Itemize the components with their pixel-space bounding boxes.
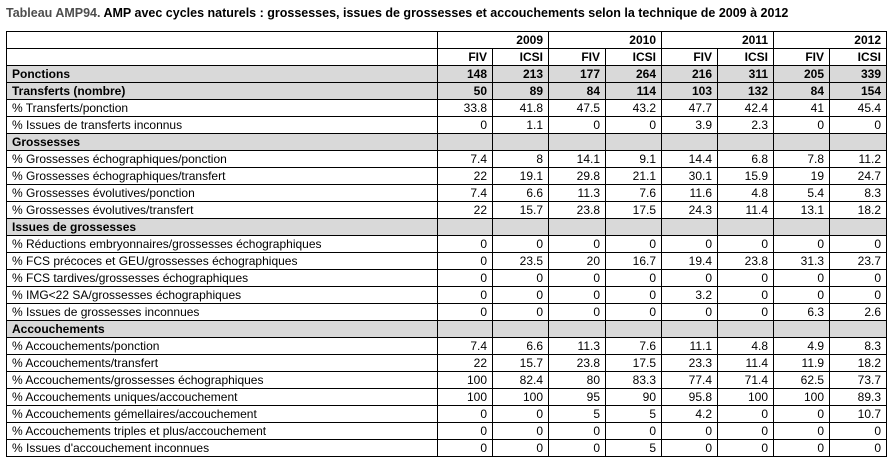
table-cell: 0 bbox=[718, 236, 774, 253]
table-cell: 8 bbox=[493, 151, 549, 168]
table-cell: 0 bbox=[606, 270, 662, 287]
table-cell: 84 bbox=[549, 83, 606, 100]
section-row bbox=[7, 321, 887, 338]
table-cell: 11.2 bbox=[830, 151, 887, 168]
table-row bbox=[7, 287, 887, 304]
table-cell: 89 bbox=[493, 83, 549, 100]
table-cell: 0 bbox=[493, 270, 549, 287]
table-cell: 9.1 bbox=[606, 151, 662, 168]
row-label: Accouchements bbox=[7, 321, 438, 338]
table-cell: 7.4 bbox=[438, 338, 493, 355]
year-header: 2009 bbox=[438, 32, 549, 49]
table-cell: 18.2 bbox=[830, 355, 887, 372]
table-cell bbox=[774, 219, 830, 236]
table-row bbox=[7, 406, 887, 423]
table-row bbox=[7, 151, 887, 168]
data-table bbox=[6, 31, 887, 457]
table-cell: 0 bbox=[549, 117, 606, 134]
table-cell: 24.7 bbox=[830, 168, 887, 185]
table-cell: 84 bbox=[774, 83, 830, 100]
table-cell: 0 bbox=[830, 117, 887, 134]
table-cell: 6.6 bbox=[493, 338, 549, 355]
table-cell: 0 bbox=[774, 440, 830, 457]
table-cell: 11.4 bbox=[718, 202, 774, 219]
table-cell: 4.8 bbox=[718, 185, 774, 202]
row-label: % Accouchements/transfert bbox=[7, 355, 438, 372]
table-cell: 0 bbox=[718, 287, 774, 304]
row-label: Grossesses bbox=[7, 134, 438, 151]
table-cell: 5.4 bbox=[774, 185, 830, 202]
table-cell: 95.8 bbox=[662, 389, 718, 406]
table-cell: 114 bbox=[606, 83, 662, 100]
table-cell bbox=[662, 219, 718, 236]
table-cell: 0 bbox=[493, 236, 549, 253]
technique-header: ICSI bbox=[493, 49, 549, 66]
row-label: % Réductions embryonnaires/grossesses échographiques bbox=[7, 236, 438, 253]
table-cell: 0 bbox=[662, 304, 718, 321]
table-row bbox=[7, 168, 887, 185]
table-row bbox=[7, 440, 887, 457]
table-cell: 4.9 bbox=[774, 338, 830, 355]
table-cell: 20 bbox=[549, 253, 606, 270]
table-cell: 6.8 bbox=[718, 151, 774, 168]
row-label: % Grossesses évolutives/transfert bbox=[7, 202, 438, 219]
table-cell bbox=[830, 321, 887, 338]
table-cell: 339 bbox=[830, 66, 887, 83]
table-cell: 71.4 bbox=[718, 372, 774, 389]
table-cell: 14.4 bbox=[662, 151, 718, 168]
table-cell bbox=[438, 134, 493, 151]
table-title bbox=[6, 5, 788, 21]
row-label: % Issues d'accouchement inconnues bbox=[7, 440, 438, 457]
table-cell: 100 bbox=[774, 389, 830, 406]
table-cell bbox=[606, 321, 662, 338]
row-label: % FCS tardives/grossesses échographiques bbox=[7, 270, 438, 287]
table-cell: 177 bbox=[549, 66, 606, 83]
section-row bbox=[7, 219, 887, 236]
table-cell bbox=[774, 321, 830, 338]
table-cell: 23.8 bbox=[549, 355, 606, 372]
table-cell: 205 bbox=[774, 66, 830, 83]
table-cell: 0 bbox=[493, 423, 549, 440]
table-cell: 154 bbox=[830, 83, 887, 100]
table-cell bbox=[774, 134, 830, 151]
table-cell bbox=[438, 219, 493, 236]
technique-header: ICSI bbox=[718, 49, 774, 66]
table-number: Tableau AMP94. bbox=[6, 6, 101, 20]
table-cell bbox=[493, 134, 549, 151]
table-cell: 0 bbox=[549, 440, 606, 457]
row-label: Ponctions bbox=[7, 66, 438, 83]
table-cell: 0 bbox=[774, 423, 830, 440]
table-cell: 15.7 bbox=[493, 202, 549, 219]
table-row bbox=[7, 423, 887, 440]
row-label: % IMG<22 SA/grossesses échographiques bbox=[7, 287, 438, 304]
table-cell: 10.7 bbox=[830, 406, 887, 423]
table-cell: 18.2 bbox=[830, 202, 887, 219]
table-cell: 132 bbox=[718, 83, 774, 100]
table-cell: 47.7 bbox=[662, 100, 718, 117]
table-cell: 0 bbox=[606, 304, 662, 321]
year-header: 2010 bbox=[549, 32, 662, 49]
table-cell: 17.5 bbox=[606, 355, 662, 372]
table-cell: 7.4 bbox=[438, 185, 493, 202]
section-row bbox=[7, 134, 887, 151]
table-cell: 62.5 bbox=[774, 372, 830, 389]
table-cell: 4.2 bbox=[662, 406, 718, 423]
table-cell: 0 bbox=[830, 440, 887, 457]
year-header: 2011 bbox=[662, 32, 774, 49]
table-row bbox=[7, 66, 887, 83]
table-cell: 100 bbox=[718, 389, 774, 406]
row-label: % Issues de grossesses inconnues bbox=[7, 304, 438, 321]
table-cell: 17.5 bbox=[606, 202, 662, 219]
table-cell: 7.8 bbox=[774, 151, 830, 168]
table-cell: 7.4 bbox=[438, 151, 493, 168]
table-cell: 264 bbox=[606, 66, 662, 83]
table-cell: 0 bbox=[718, 440, 774, 457]
table-cell: 7.6 bbox=[606, 338, 662, 355]
table-cell: 0 bbox=[662, 270, 718, 287]
table-cell: 0 bbox=[774, 406, 830, 423]
table-cell: 216 bbox=[662, 66, 718, 83]
row-label: Issues de grossesses bbox=[7, 219, 438, 236]
table-cell: 11.1 bbox=[662, 338, 718, 355]
table-cell: 31.3 bbox=[774, 253, 830, 270]
table-cell: 13.1 bbox=[774, 202, 830, 219]
table-cell: 0 bbox=[718, 423, 774, 440]
table-cell: 83.3 bbox=[606, 372, 662, 389]
technique-header: ICSI bbox=[606, 49, 662, 66]
table-cell: 24.3 bbox=[662, 202, 718, 219]
table-body bbox=[7, 32, 887, 457]
year-header-row bbox=[7, 32, 887, 49]
table-cell: 30.1 bbox=[662, 168, 718, 185]
table-cell: 0 bbox=[662, 423, 718, 440]
table-cell: 0 bbox=[493, 440, 549, 457]
table-cell: 6.6 bbox=[493, 185, 549, 202]
table-cell: 0 bbox=[438, 440, 493, 457]
table-cell: 23.3 bbox=[662, 355, 718, 372]
table-cell: 22 bbox=[438, 168, 493, 185]
table-cell: 0 bbox=[662, 440, 718, 457]
row-label: % Accouchements/grossesses échographiques bbox=[7, 372, 438, 389]
table-cell: 1.1 bbox=[493, 117, 549, 134]
table-cell: 41.8 bbox=[493, 100, 549, 117]
technique-header: ICSI bbox=[830, 49, 887, 66]
table-cell: 0 bbox=[830, 287, 887, 304]
table-cell: 23.5 bbox=[493, 253, 549, 270]
row-label: % Accouchements/ponction bbox=[7, 338, 438, 355]
table-cell bbox=[549, 321, 606, 338]
table-row bbox=[7, 185, 887, 202]
table-cell: 0 bbox=[549, 304, 606, 321]
table-cell bbox=[718, 219, 774, 236]
table-cell: 0 bbox=[438, 236, 493, 253]
table-cell: 21.1 bbox=[606, 168, 662, 185]
table-cell: 0 bbox=[493, 406, 549, 423]
table-row bbox=[7, 83, 887, 100]
header-corner bbox=[7, 49, 438, 66]
row-label: % Accouchements triples et plus/accouchement bbox=[7, 423, 438, 440]
table-cell: 29.8 bbox=[549, 168, 606, 185]
table-cell bbox=[718, 134, 774, 151]
table-cell: 0 bbox=[830, 236, 887, 253]
table-cell bbox=[718, 321, 774, 338]
table-cell bbox=[830, 219, 887, 236]
table-cell: 23.8 bbox=[718, 253, 774, 270]
table-row bbox=[7, 338, 887, 355]
table-cell bbox=[606, 134, 662, 151]
table-cell: 103 bbox=[662, 83, 718, 100]
table-cell: 43.2 bbox=[606, 100, 662, 117]
table-cell: 0 bbox=[549, 287, 606, 304]
table-cell: 0 bbox=[438, 423, 493, 440]
table-cell: 89.3 bbox=[830, 389, 887, 406]
table-cell: 0 bbox=[830, 423, 887, 440]
table-cell: 19 bbox=[774, 168, 830, 185]
row-label: % Grossesses évolutives/ponction bbox=[7, 185, 438, 202]
table-cell: 0 bbox=[549, 236, 606, 253]
table-cell: 8.3 bbox=[830, 185, 887, 202]
technique-header: FIV bbox=[549, 49, 606, 66]
table-cell: 22 bbox=[438, 202, 493, 219]
table-cell: 4.8 bbox=[718, 338, 774, 355]
table-cell: 2.6 bbox=[830, 304, 887, 321]
table-cell: 11.6 bbox=[662, 185, 718, 202]
table-cell: 311 bbox=[718, 66, 774, 83]
table-cell: 0 bbox=[718, 270, 774, 287]
table-cell: 47.5 bbox=[549, 100, 606, 117]
table-cell: 19.4 bbox=[662, 253, 718, 270]
table-cell: 0 bbox=[438, 253, 493, 270]
table-cell: 50 bbox=[438, 83, 493, 100]
table-row bbox=[7, 304, 887, 321]
table-cell: 0 bbox=[606, 236, 662, 253]
table-cell: 23.8 bbox=[549, 202, 606, 219]
table-row bbox=[7, 236, 887, 253]
table-cell: 0 bbox=[774, 270, 830, 287]
row-label: % Accouchements uniques/accouchement bbox=[7, 389, 438, 406]
table-cell bbox=[493, 219, 549, 236]
table-cell: 11.9 bbox=[774, 355, 830, 372]
table-row bbox=[7, 270, 887, 287]
table-cell: 0 bbox=[438, 270, 493, 287]
table-cell: 0 bbox=[549, 423, 606, 440]
table-cell: 19.1 bbox=[493, 168, 549, 185]
table-cell: 0 bbox=[606, 423, 662, 440]
table-cell: 0 bbox=[438, 117, 493, 134]
table-cell: 11.3 bbox=[549, 185, 606, 202]
table-row bbox=[7, 202, 887, 219]
table-cell bbox=[662, 134, 718, 151]
table-cell: 95 bbox=[549, 389, 606, 406]
row-label: Transferts (nombre) bbox=[7, 83, 438, 100]
row-label: % Accouchements gémellaires/accouchement bbox=[7, 406, 438, 423]
table-cell bbox=[662, 321, 718, 338]
table-cell: 0 bbox=[830, 270, 887, 287]
table-cell: 90 bbox=[606, 389, 662, 406]
header-corner bbox=[7, 32, 438, 49]
table-cell: 80 bbox=[549, 372, 606, 389]
row-label: % Grossesses échographiques/transfert bbox=[7, 168, 438, 185]
table-cell: 23.7 bbox=[830, 253, 887, 270]
table-cell: 15.9 bbox=[718, 168, 774, 185]
table-cell: 15.7 bbox=[493, 355, 549, 372]
table-cell: 0 bbox=[438, 304, 493, 321]
table-cell bbox=[549, 219, 606, 236]
technique-header: FIV bbox=[774, 49, 830, 66]
table-cell: 11.3 bbox=[549, 338, 606, 355]
table-cell bbox=[493, 321, 549, 338]
table-caption: AMP avec cycles naturels : grossesses, issues de grossesses et accouchements selon la technique de 2009 à 2012 bbox=[100, 6, 789, 20]
table-cell: 0 bbox=[774, 236, 830, 253]
table-cell: 33.8 bbox=[438, 100, 493, 117]
table-cell: 22 bbox=[438, 355, 493, 372]
table-cell: 14.1 bbox=[549, 151, 606, 168]
table-cell bbox=[438, 321, 493, 338]
table-cell: 73.7 bbox=[830, 372, 887, 389]
table-cell: 213 bbox=[493, 66, 549, 83]
table-cell bbox=[830, 134, 887, 151]
table-row bbox=[7, 100, 887, 117]
table-cell: 42.4 bbox=[718, 100, 774, 117]
table-cell: 0 bbox=[662, 236, 718, 253]
table-cell: 82.4 bbox=[493, 372, 549, 389]
table-cell: 5 bbox=[549, 406, 606, 423]
table-cell: 0 bbox=[493, 287, 549, 304]
row-label: % Issues de transferts inconnus bbox=[7, 117, 438, 134]
table-cell: 77.4 bbox=[662, 372, 718, 389]
year-header: 2012 bbox=[774, 32, 887, 49]
table-cell: 0 bbox=[549, 270, 606, 287]
table-cell: 2.3 bbox=[718, 117, 774, 134]
technique-header-row bbox=[7, 49, 887, 66]
table-cell bbox=[606, 219, 662, 236]
table-cell: 45.4 bbox=[830, 100, 887, 117]
table-row bbox=[7, 117, 887, 134]
table-cell: 5 bbox=[606, 440, 662, 457]
table-cell: 100 bbox=[493, 389, 549, 406]
table-cell: 0 bbox=[774, 117, 830, 134]
table-cell: 100 bbox=[438, 372, 493, 389]
table-row bbox=[7, 355, 887, 372]
table-cell: 16.7 bbox=[606, 253, 662, 270]
table-cell: 0 bbox=[774, 287, 830, 304]
table-cell: 0 bbox=[438, 406, 493, 423]
technique-header: FIV bbox=[662, 49, 718, 66]
table-cell: 3.2 bbox=[662, 287, 718, 304]
technique-header: FIV bbox=[438, 49, 493, 66]
table-cell: 3.9 bbox=[662, 117, 718, 134]
table-cell bbox=[549, 134, 606, 151]
table-cell: 7.6 bbox=[606, 185, 662, 202]
table-cell: 0 bbox=[718, 406, 774, 423]
table-cell: 11.4 bbox=[718, 355, 774, 372]
table-cell: 6.3 bbox=[774, 304, 830, 321]
row-label: % Grossesses échographiques/ponction bbox=[7, 151, 438, 168]
table-cell: 148 bbox=[438, 66, 493, 83]
table-row bbox=[7, 389, 887, 406]
table-cell: 41 bbox=[774, 100, 830, 117]
table-cell: 8.3 bbox=[830, 338, 887, 355]
table-cell: 100 bbox=[438, 389, 493, 406]
table-cell: 0 bbox=[718, 304, 774, 321]
table-cell: 0 bbox=[606, 117, 662, 134]
table-cell: 0 bbox=[438, 287, 493, 304]
table-row bbox=[7, 253, 887, 270]
table-cell: 0 bbox=[606, 287, 662, 304]
table-cell: 5 bbox=[606, 406, 662, 423]
row-label: % Transferts/ponction bbox=[7, 100, 438, 117]
table-cell: 0 bbox=[493, 304, 549, 321]
table-row bbox=[7, 372, 887, 389]
row-label: % FCS précoces et GEU/grossesses échographiques bbox=[7, 253, 438, 270]
